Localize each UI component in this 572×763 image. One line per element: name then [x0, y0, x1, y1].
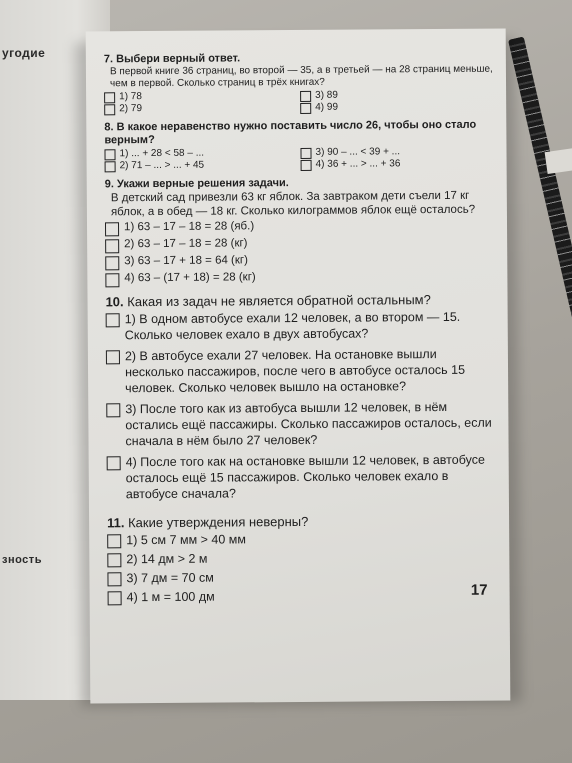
option-label: 2) 14 дм > 2 м: [126, 551, 208, 567]
question-8-heading: [104, 119, 496, 148]
checkbox[interactable]: [106, 350, 120, 364]
q10-option-3[interactable]: [106, 399, 498, 450]
option-label: 1) 78: [119, 91, 142, 103]
option-label: 1) В одном автобусе ехали 12 человек, а во втором — 15. Сколько человек ехало в двух автобусах?: [124, 309, 461, 343]
question-10-heading: [105, 292, 497, 311]
question-9: [105, 176, 498, 289]
question-7-options: [104, 89, 496, 116]
q9-option-2[interactable]: [105, 235, 497, 254]
option-label: 2) 79: [119, 103, 143, 115]
option-label: 2) 63 – 17 – 18 = 28 (кг): [124, 237, 248, 251]
option-label: 1) ... + 28 < 58 – ...: [119, 147, 205, 160]
q8-option-2[interactable]: [105, 159, 301, 172]
option-label: 1) 63 – 17 – 18 = 28 (яб.): [123, 220, 255, 234]
sticky-note: [545, 148, 572, 174]
question-7-title: Выбери верный ответ.: [116, 52, 241, 66]
option-label: 2) В автобусе ехали 27 человек. На остановке вышли несколько пассажиров, после чего в автобусе осталось 15 человек. Сколько человек вышло на остановке?: [124, 347, 466, 396]
page-content: [104, 51, 500, 613]
left-page-top-word: угодие: [2, 46, 46, 60]
checkbox[interactable]: [301, 160, 312, 171]
question-11-number: 11.: [107, 515, 125, 531]
q9-option-1[interactable]: [105, 218, 497, 237]
option-label: 3) 63 – 17 + 18 = 64 (кг): [124, 254, 248, 268]
option-label: 3) 7 дм = 70 см: [126, 570, 214, 586]
question-10-options: [106, 309, 499, 504]
question-10: [105, 292, 498, 504]
question-8: [104, 119, 496, 173]
question-11: [107, 513, 500, 607]
question-11-options: [107, 530, 500, 607]
checkbox[interactable]: [300, 103, 311, 114]
checkbox[interactable]: [105, 256, 119, 270]
option-label: 4) 63 – (17 + 18) = 28 (кг): [124, 271, 256, 285]
checkbox[interactable]: [300, 148, 311, 159]
checkbox[interactable]: [106, 313, 120, 327]
q7-option-2[interactable]: [104, 102, 300, 115]
q9-option-3[interactable]: [105, 252, 497, 271]
q11-option-3[interactable]: [107, 568, 499, 587]
checkbox[interactable]: [105, 161, 116, 172]
checkbox[interactable]: [105, 222, 119, 236]
question-10-title: Какая из задач не является обратной остальным?: [127, 292, 431, 310]
checkbox[interactable]: [108, 591, 122, 605]
q10-option-1[interactable]: [106, 309, 498, 344]
option-label: 2) 71 – ... > ... + 45: [119, 159, 205, 172]
q7-option-4[interactable]: [300, 101, 496, 114]
question-7: [104, 51, 496, 116]
checkbox[interactable]: [107, 534, 121, 548]
option-label: 3) После того как из автобуса вышли 12 человек, в нём остались ещё пассажиры. Сколько пассажиров осталось, если сначала в нём было 27 человек?: [125, 399, 492, 449]
checkbox[interactable]: [104, 104, 115, 115]
question-7-text: В первой книге 36 страниц, во второй — 35, а в третьей — на 28 страниц меньше, чем в первой. Сколько страниц в трёх книгах?: [109, 63, 493, 90]
page-number: 17: [470, 581, 488, 599]
checkbox[interactable]: [106, 403, 120, 417]
question-11-title: Какие утверждения неверны?: [128, 513, 309, 531]
question-10-number: 10.: [105, 294, 124, 310]
checkbox[interactable]: [104, 149, 115, 160]
q8-option-4[interactable]: [301, 158, 497, 171]
question-9-text: В детский сад привезли 63 кг яблок. За завтраком дети съели 17 кг яблок, а в обед — 18 кг. Сколько килограммов яблок ещё осталось?: [110, 189, 476, 219]
q10-option-4[interactable]: [107, 452, 499, 503]
checkbox[interactable]: [105, 239, 119, 253]
option-label: 4) 36 + ... > ... + 36: [315, 158, 401, 170]
left-page-bottom-word: зность: [2, 554, 42, 566]
question-7-number: 7.: [103, 53, 114, 66]
question-9-title: Укажи верные решения задачи.: [116, 177, 289, 191]
option-label: 3) 89: [315, 89, 338, 101]
question-8-options: [104, 146, 496, 173]
option-label: 4) 99: [315, 101, 339, 113]
q11-option-1[interactable]: [107, 530, 499, 549]
question-8-title: В какое неравенство нужно поставить число 26, чтобы оно стало верным?: [104, 118, 477, 147]
q10-option-2[interactable]: [106, 346, 498, 397]
checkbox[interactable]: [300, 91, 311, 102]
question-9-options: [105, 218, 497, 289]
workbook-page: [86, 29, 511, 704]
question-11-heading: [107, 513, 499, 532]
question-9-number: 9.: [104, 178, 114, 191]
option-label: 3) 90 – ... < 39 + ...: [315, 146, 401, 158]
checkbox[interactable]: [104, 92, 115, 103]
q9-option-4[interactable]: [105, 269, 497, 288]
q11-option-2[interactable]: [107, 549, 499, 568]
question-8-number: 8.: [104, 121, 114, 134]
checkbox[interactable]: [107, 553, 121, 567]
option-label: 1) 5 см 7 мм > 40 мм: [126, 532, 247, 548]
q11-option-4[interactable]: [108, 587, 500, 606]
checkbox[interactable]: [107, 572, 121, 586]
option-label: 4) После того как на остановке вышли 12 человек, в автобусе осталось ещё 15 пассажиров. Сколько человек ехало в автобусе сначала?: [125, 452, 485, 502]
checkbox[interactable]: [107, 456, 121, 470]
option-label: 4) 1 м = 100 дм: [126, 589, 215, 605]
checkbox[interactable]: [105, 273, 119, 287]
